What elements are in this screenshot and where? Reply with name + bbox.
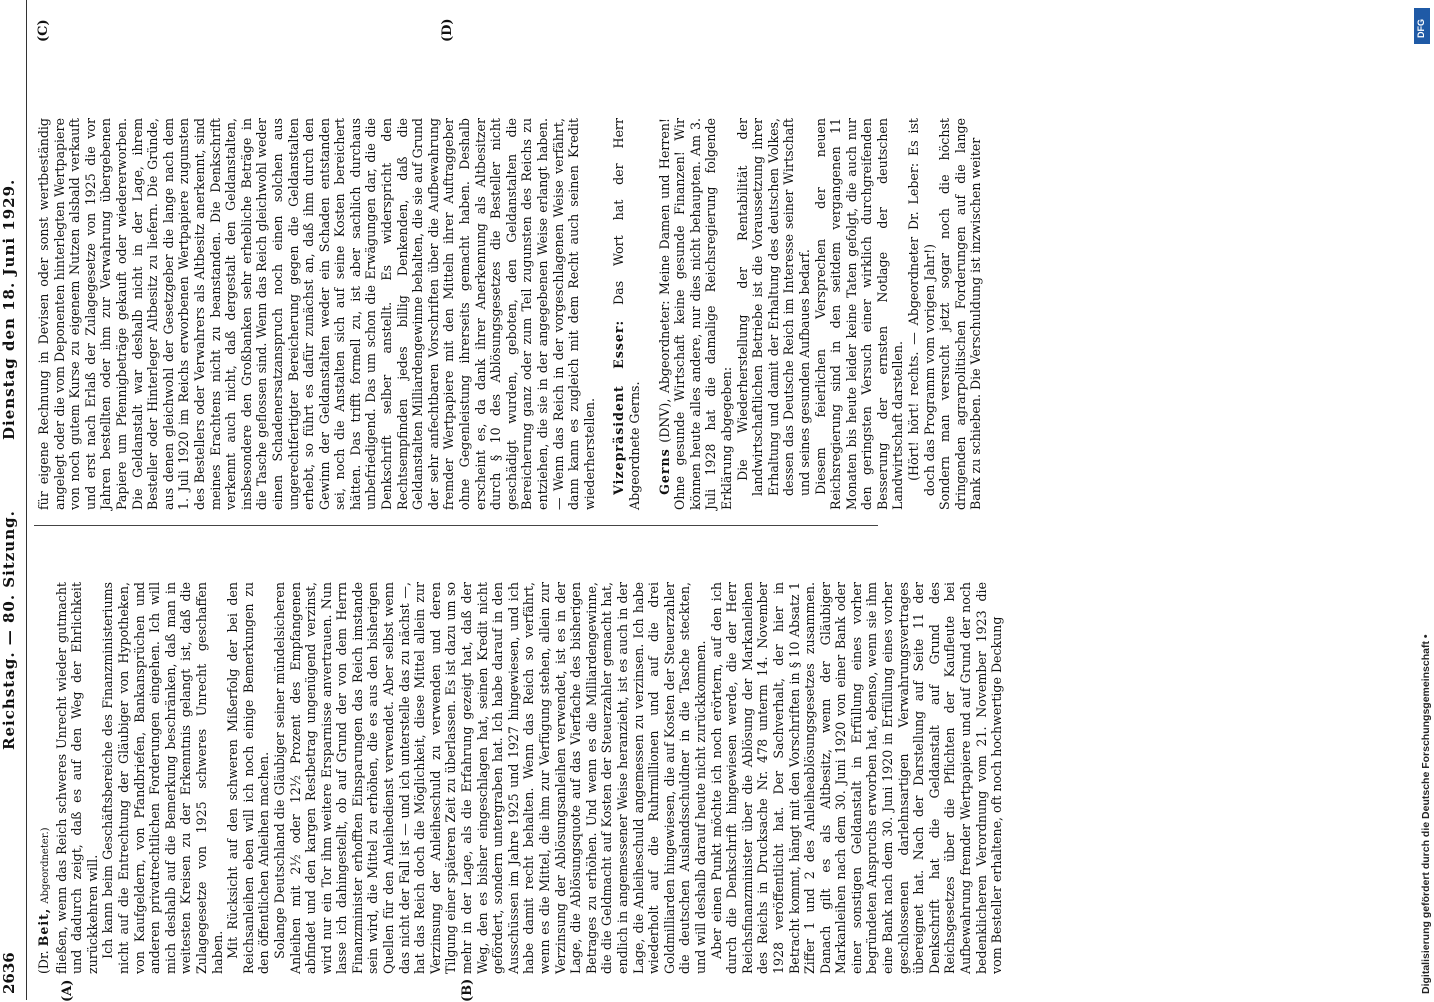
page-header xyxy=(0,0,22,1000)
speaker-role: Abgeordneter.) xyxy=(40,827,51,904)
digitization-notice: Digitalisierung gefördert durch die Deutsche Forschungsgemeinschaft • xyxy=(1420,634,1432,994)
margin-marker-a: (A) xyxy=(60,979,75,1002)
page-number: 2636 xyxy=(0,952,18,994)
margin-marker-d: (D) xyxy=(440,18,455,42)
gerns-intro: (DNV), Abgeordneter: Meine Damen und Herren! Ohne gesunde Wirtschaft keine gesunde Finanzen! Wir können heute alles andere, nur dies nicht behaupten. Am 3. Juli 1928 hat die damalige Reichsregierung folgende Erklärung abgegeben: xyxy=(656,118,734,510)
gerns-line xyxy=(657,118,735,510)
header-left-title: Reichstag. — 80. Sitzung. xyxy=(0,510,18,750)
paragraph: für eigene Rechnung in Devisen oder sonst wertbeständig angelegt oder die vom Deponenten hinterlegten Wertpapiere von noch gutem Kurse zu eigenem Nutzen alsbald verkauft und erst nach Erlaß der Zulagegesetze von 1925 die vor Jahren bestellten oder ihm zur Verwahrung übergebenen Papiere um Pfennigbeträge gekauft oder wiedererworben. Die Geldanstalt war deshalb nicht in der Lage, ihrem Besteller oder Hinterleger Altbesitz zu liefern. Die Gründe, aus denen gleichwohl der Gesetzgeber die lange nach dem 1. Juli 1920 im Reichs erworbenen Wertpapiere zugunsten des Bestellers oder Verwahrers als Altbesitz anerkennt, sind meines Erachtens nicht zu beanstanden. Die Denkschrift verkennt auch nicht, daß dergestalt den Geldanstalten, insbesondere den Großbanken sehr erhebliche Beträge in die Tasche geflossen sind. Wenn das Reich gleichwohl weder einen Schadenersatzanspruch noch einen solchen aus ungerechtfertigter Bereicherung gegen die Geldanstalten erhebt, so führt es dafür zunächst an, daß ihm durch den Gewinn der Geldanstalten weder ein Schaden entstanden sei, noch die Anstalten sich auf seine Kosten bereichert hätten. Das trifft formell zu, ist aber sachlich durchaus unbefriedigend. Das um schon die Erwägungen dar, die die Denkschrift selber anstellt. Es widerspricht den Rechtsempfinden jedes billig Denkenden, daß die Geldanstalten Milliardengewinne behalten, die sie auf Grund der sehr anfechtbaren Vorschriften über die Aufbewahrung fremder Wertpapiere mit den Mitteln ihrer Auftraggeber ohne Gegenleistung ihrerseits gemacht haben. Deshalb erscheint es, da dank ihrer Anerkennung als Altbesitzer durch § 10 des Ablösungsgesetzes die Besteller nicht geschädigt wurden, geboten, den Geldanstalten die Bereicherung ganz oder zum Teil zugunsten des Reichs zu entziehen, die sie in der angegebenen Weise erlangt haben. — Wenn das Reich in der vorgeschlagenen Weise verfährt, dann kann es zugleich mit dem Recht auch seinen Kredit wiederherstellen. xyxy=(36,118,597,510)
margin-marker-b: (B) xyxy=(460,978,475,1002)
paragraph: fließen, wenn das Reich schweres Unrecht wieder gutmacht und dadurch zeigt, daß es auf den Weg der Ehrlichkeit zurückkehren will. xyxy=(53,582,100,974)
vp-line xyxy=(611,118,642,510)
paragraph: Aber einen Punkt möchte ich noch erörtern, auf den ich durch die Denkschrift hingewiesen werde, die der Herr Reichsfinanzminister über die Ablösung der Markanleihen des Reichs in Drucksache Nr. 478 unterm 14. November 1928 veröffentlicht hat. Der Sachverhalt, der hier in Betracht kommt, hängt mit den Vorschriften in § 10 Absatz 1 Ziffer 1 und 2 des Anleiheablösungsgesetzes zusammen. Danach gilt es als Altbesitz, wenn der Gläubiger Markanleihen nach dem 30. Juni 1920 von einer Bank oder einer sonstigen Geldanstalt in Erfüllung eines vorher begründeten Anspruchs erworben hat, ebenso, wenn sie ihm eine Bank nach dem 30. Juni 1920 in Erfüllung eines vorher geschlossenen darlehnsartigen Verwahrungsvertrages übereignet hat. Nach der Darstellung auf Seite 11 der Denkschrift hat die Geldanstalt auf Grund des Reichsgesetzes über die Pflichten der Kaufleute bei Aufbewahrung fremder Wertpapiere und auf Grund der noch bedenklicheren Verordnung vom 21. November 1923 die vom Besteller erhaltene, oft noch hochwertige Deckung xyxy=(708,582,1005,974)
vp-speaker: Vizepräsident Esser: xyxy=(611,319,627,495)
left-column xyxy=(36,582,1005,974)
gerns-speaker: Gerns xyxy=(656,448,672,495)
quoted-declaration: Die Wiederherstellung der Rentabilität der landwirtschaftlichen Betriebe ist die Voraussetzung ihrer Erhaltung und damit der Erhaltung des deutschen Volkes, dessen das Deutsche Reich im Interesse seiner Wirtschaft und seines gesunden Aufbaues bedarf. xyxy=(734,118,812,496)
paragraph: Mit Rücksicht auf den schweren Mißerfolg der bei den Reichsanleihen eben will ich noch einige Bemerkungen zu den öffentlichen Anleihen machen. xyxy=(225,582,272,974)
interjection: (Hört! hört! rechts. — Abgeordneter Dr. Leber: Es ist doch das Programm vom vorigen Jahr!) xyxy=(906,118,937,496)
speaker-prefix: (Dr. xyxy=(36,950,51,974)
speaker-line xyxy=(36,582,54,974)
paragraph: Sondern man versucht jetzt sogar noch die höchst dringenden agrarpolitischen Forderungen auf die lange Bank zu schieben. Die Verschuldung ist inzwischen weiter xyxy=(937,118,984,510)
paragraph: Ich kann beim Geschäftsbereiche des Finanzministeriums nicht auf die Entrechtung der Gläubiger von Hypotheken, von Kaufgeldern, von Pfandbriefen, Bankansprüchen und anderen privatrechtlichen Forderungen eingehen. Ich will mich deshalb auf die Bemerkung beschränken, daß man in weitesten Kreisen zu der Erkenntnis gelangt ist, daß die Zulagegesetze von 1925 schweres Unrecht geschaffen haben. xyxy=(100,582,225,974)
paragraph: Solange Deutschland die Gläubiger seiner mündelsicheren Anleihen mit 2½ oder 12½ Prozent des Empfangenen abfindet und den kargen Restbetrag ungenügend verzinst, wird nur ein Tor ihm weitere Ersparnisse anvertrauen. Nun lasse ich dahingestellt, ob auf Grund der von dem Herrn Finanzminister erhofften Einsparungen das Reich imstande sein wird, die Mittel zu erhöhen, die es aus den bisherigen Quellen für den Anleihedienst verwendet. Aber selbst wenn das nicht der Fall ist — und ich unterstelle das zu nächst —, hat das Reich doch die Möglichkeit, diese Mittel allein zur Verzinsung der Anleiheschuld zu verwenden und deren Tilgung einer späteren Zeit zu überlassen. Es ist dazu um so mehr in der Lage, als die Erfahrung gezeigt hat, daß der Weg, den es bisher eingeschlagen hat, seinen Kredit nicht gefördert, sondern untergraben hat. Ich habe darauf in den Ausschüssen im Jahre 1925 und 1927 hingewiesen, und ich habe damit recht behalten. Wenn das Reich so verfährt, wenn es die Mittel, die ihm zur Verfügung stehen, allein zur Verzinsung der Ablösungsanleihen verwendet, ist es in der Lage, die Ablösungsquote auf das Vierfache des bisherigen Betrages zu erhöhen. Und wenn es die Milliardengewinne, die die Geldmacht auf Kosten der Steuerzahler gemacht hat, endlich in angemessener Weise heranzieht, ist es auch in der Lage, die Anleiheschuld angemessen zu verzinsen. Ich habe wiederholt auf die Ruhrmillionen und auf die drei Goldmilliarden hingewiesen, die auf Kosten der Steuerzahler die deutschen Auslandsschuldner in die Tasche steckten, und will deshalb darauf heute nicht zurückkommen. xyxy=(271,582,708,974)
header-rule xyxy=(26,0,27,1000)
vp-text: Das Wort hat der Herr Abgeordnete Gerns. xyxy=(611,118,642,510)
dfg-logo-text: DFG xyxy=(1416,19,1426,38)
speaker-name: Beit, xyxy=(36,907,51,947)
header-right-title: Dienstag den 18. Juni 1929. xyxy=(0,178,18,440)
column-divider xyxy=(34,525,878,526)
paragraph: Diesem feierlichen Versprechen der neuen Reichsregierung sind in den seitdem vergangenen 11 Monaten bis heute leider keine Taten gefolgt, die auch nur den geringsten Versuch einer wirklich durchgreifenden Besserung der ernsten Notlage der deutschen Landwirtschaft darstellen. xyxy=(812,118,906,510)
dfg-logo xyxy=(1414,8,1430,44)
right-column xyxy=(36,118,984,510)
margin-marker-c: (C) xyxy=(36,19,51,42)
